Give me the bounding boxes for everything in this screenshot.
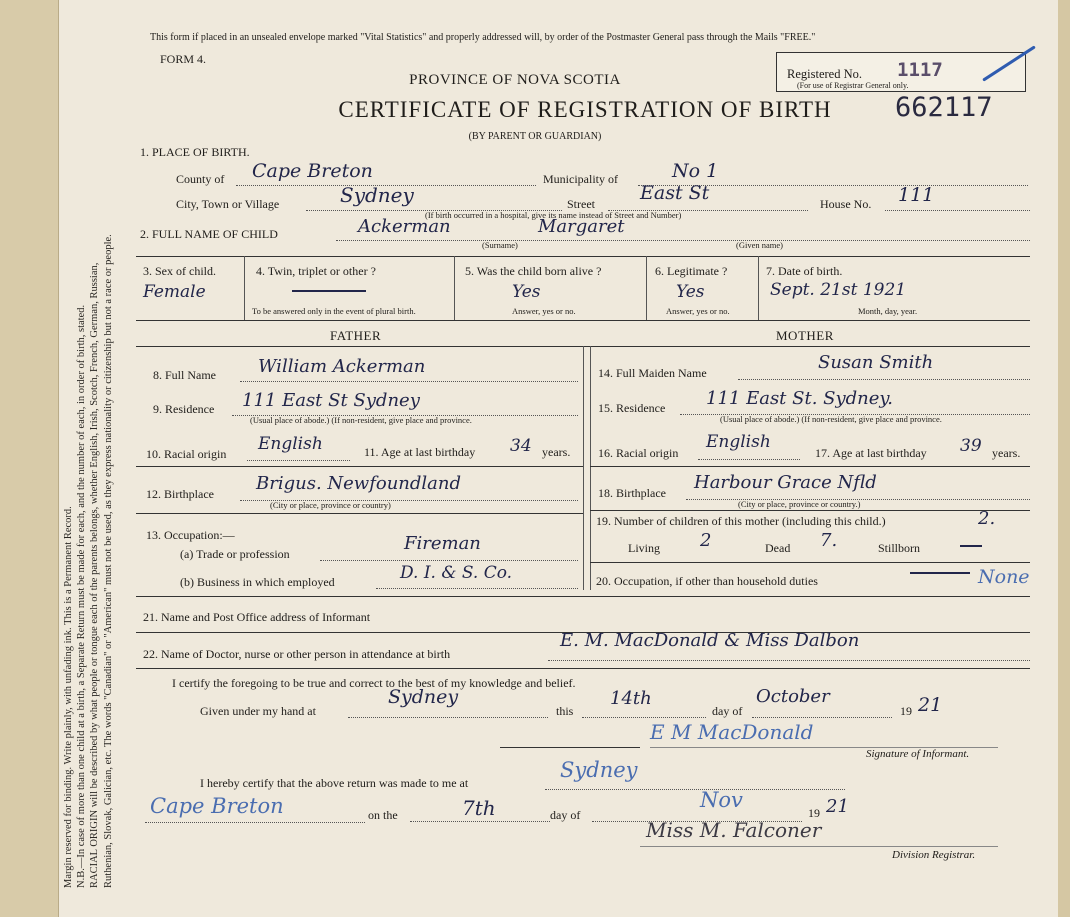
mother-name-value: Susan Smith [818, 352, 934, 373]
sex-label: 3. Sex of child. [143, 264, 216, 278]
dead-value: 7. [820, 530, 838, 551]
certificate-title: CERTIFICATE OF REGISTRATION OF BIRTH [338, 97, 832, 122]
trade-label: (a) Trade or profession [180, 547, 290, 561]
mother-birthplace-label: 18. Birthplace [598, 486, 666, 500]
date-of-birth-value: Sept. 21st 1921 [770, 280, 907, 300]
living-label: Living [628, 541, 660, 555]
mother-residence-note: (Usual place of abode.) (If non-resident, give place and province. [720, 414, 942, 424]
business-label: (b) Business in which employed [180, 575, 335, 589]
registrar-caption: Division Registrar. [892, 849, 976, 861]
place-of-birth-heading: 1. PLACE OF BIRTH. [140, 145, 250, 159]
father-age-label: 11. Age at last birthday [364, 445, 476, 459]
county-label: County of [176, 172, 225, 186]
registrar-day-value: 7th [462, 796, 496, 820]
given-year-prefix: 19 [900, 704, 912, 718]
margin-note-1: Margin reserved for binding. Write plainly, with unfading ink. This is a Permanent Record. [63, 506, 74, 888]
born-alive-note: Answer, yes or no. [512, 306, 576, 316]
registered-label: Registered No. [787, 67, 862, 81]
file-number: 662117 [895, 92, 993, 123]
municipality-value: No 1 [672, 160, 719, 182]
father-birthplace-note: (City or place, province or country) [270, 500, 391, 510]
father-birthplace-label: 12. Birthplace [146, 487, 214, 501]
given-name-caption: (Given name) [736, 240, 783, 250]
father-age-value: 34 [510, 436, 532, 456]
informant-signature-caption: Signature of Informant. [866, 748, 970, 760]
born-alive-value: Yes [512, 282, 541, 302]
father-residence-note: (Usual place of abode.) (If non-resident, give place and province. [250, 415, 472, 425]
informant-address-label: 21. Name and Post Office address of Informant [143, 610, 371, 624]
legitimate-note: Answer, yes or no. [666, 306, 730, 316]
registrar-month-value: Nov [700, 788, 743, 812]
given-month-value: October [756, 686, 830, 707]
father-name-label: 8. Full Name [153, 368, 216, 382]
margin-note-2: N.B.—In case of more than one child at a birth, a Separate Return must be made for each, and the number of each, in order of birth, stated. [76, 304, 88, 888]
this-label: this [556, 704, 574, 718]
registrar-day-of-label: day of [550, 808, 581, 822]
registrar-certify-text: I hereby certify that the above return was made to me at [200, 776, 469, 790]
informant-signature: E M MacDonald [650, 720, 814, 744]
given-place-value: Sydney [388, 686, 459, 708]
surname-caption: (Surname) [482, 240, 518, 250]
children-count-value: 2. [978, 508, 996, 529]
mother-occupation-label: 20. Occupation, if other than household duties [596, 574, 818, 588]
mother-racial-origin-label: 16. Racial origin [598, 446, 679, 460]
registrar-county-value: Cape Breton [150, 794, 284, 818]
sex-value: Female [143, 282, 206, 302]
father-heading: FATHER [330, 328, 382, 343]
twin-note: To be answered only in the event of plural birth. [252, 306, 416, 316]
mother-age-label: 17. Age at last birthday [815, 446, 927, 460]
attendant-value: E. M. MacDonald & Miss Dalbon [560, 630, 860, 651]
registrar-place-value: Sydney [560, 758, 638, 782]
father-name-value: William Ackerman [258, 356, 426, 377]
margin-notes [62, 28, 115, 888]
street-value: East St [640, 182, 710, 204]
living-value: 2 [700, 530, 712, 551]
given-day-value: 14th [610, 688, 652, 709]
mother-name-label: 14. Full Maiden Name [598, 366, 707, 380]
house-number-label: House No. [820, 197, 872, 211]
mother-residence-label: 15. Residence [598, 401, 666, 415]
father-birthplace-value: Brigus. Newfoundland [256, 473, 462, 494]
father-years-label: years. [542, 445, 571, 459]
mother-birthplace-note: (City or place, province or country.) [738, 499, 861, 509]
mother-age-value: 39 [960, 436, 982, 456]
child-surname-value: Ackerman [358, 216, 451, 237]
legitimate-value: Yes [676, 282, 705, 302]
mother-occupation-value: None [978, 566, 1030, 588]
street-label: Street [567, 197, 595, 211]
father-racial-origin-label: 10. Racial origin [146, 447, 227, 461]
margin-note-4: Ruthenian, Slovak, Galician, etc. The words "Canadian" or "American" must not be used, as they express nationality or citizenship but not a race or people. [102, 234, 114, 888]
mail-notice: This form if placed in an unsealed envelope marked "Vital Statistics" and properly addressed will, by order of the Postmaster General pass through the Mails "FREE." [150, 32, 816, 43]
father-racial-origin-value: English [258, 434, 323, 454]
father-residence-label: 9. Residence [153, 402, 215, 416]
legitimate-label: 6. Legitimate ? [655, 264, 728, 278]
dead-label: Dead [765, 541, 791, 555]
children-count-label: 19. Number of children of this mother (including this child.) [596, 514, 886, 528]
registrar-signature: Miss M. Falconer [646, 818, 822, 842]
county-value: Cape Breton [252, 160, 373, 182]
province-heading: PROVINCE OF NOVA SCOTIA [409, 72, 621, 88]
certificate-subtitle: (BY PARENT OR GUARDIAN) [468, 131, 602, 142]
mother-racial-origin-value: English [706, 432, 771, 452]
father-residence-value: 111 East St Sydney [242, 390, 420, 411]
given-under-hand-label: Given under my hand at [200, 704, 316, 718]
registrar-on-the-label: on the [368, 808, 398, 822]
child-name-label: 2. FULL NAME OF CHILD [140, 227, 278, 241]
given-year-value: 21 [918, 694, 943, 716]
registrar-year-prefix: 19 [808, 806, 820, 820]
trade-value: Fireman [404, 533, 481, 554]
hospital-note: (If birth occurred in a hospital, give its name instead of Street and Number) [425, 210, 682, 220]
date-of-birth-label: 7. Date of birth. [766, 264, 843, 278]
registered-box [776, 52, 1026, 92]
father-occupation-label: 13. Occupation:— [146, 528, 235, 542]
form-number: FORM 4. [160, 52, 207, 66]
twin-label: 4. Twin, triplet or other ? [256, 264, 376, 278]
city-value: Sydney [340, 183, 414, 207]
mother-residence-value: 111 East St. Sydney. [706, 388, 893, 409]
stillborn-label: Stillborn [878, 541, 921, 555]
informant-certify-text: I certify the foregoing to be true and correct to the best of my knowledge and belief. [172, 676, 576, 690]
registrar-year-value: 21 [826, 796, 849, 817]
registered-number: 1117 [897, 59, 943, 81]
mother-years-label: years. [992, 446, 1021, 460]
house-number-value: 111 [898, 184, 935, 206]
registered-note: (For use of Registrar General only. [797, 81, 909, 90]
business-value: D. I. & S. Co. [400, 563, 513, 583]
given-day-of-label: day of [712, 704, 743, 718]
city-label: City, Town or Village [176, 197, 280, 211]
date-of-birth-note: Month, day, year. [858, 306, 918, 316]
attendant-label: 22. Name of Doctor, nurse or other person in attendance at birth [143, 647, 451, 661]
margin-note-3: RACIAL ORIGIN will be described by what people or tongue each of the parents belongs, whether English, Irish, Scotch, French, German, Russian, [89, 262, 101, 888]
mother-heading: MOTHER [776, 328, 834, 343]
mother-birthplace-value: Harbour Grace Nfld [694, 472, 877, 493]
born-alive-label: 5. Was the child born alive ? [465, 264, 602, 278]
child-given-name-value: Margaret [538, 216, 625, 237]
municipality-label: Municipality of [543, 172, 618, 186]
